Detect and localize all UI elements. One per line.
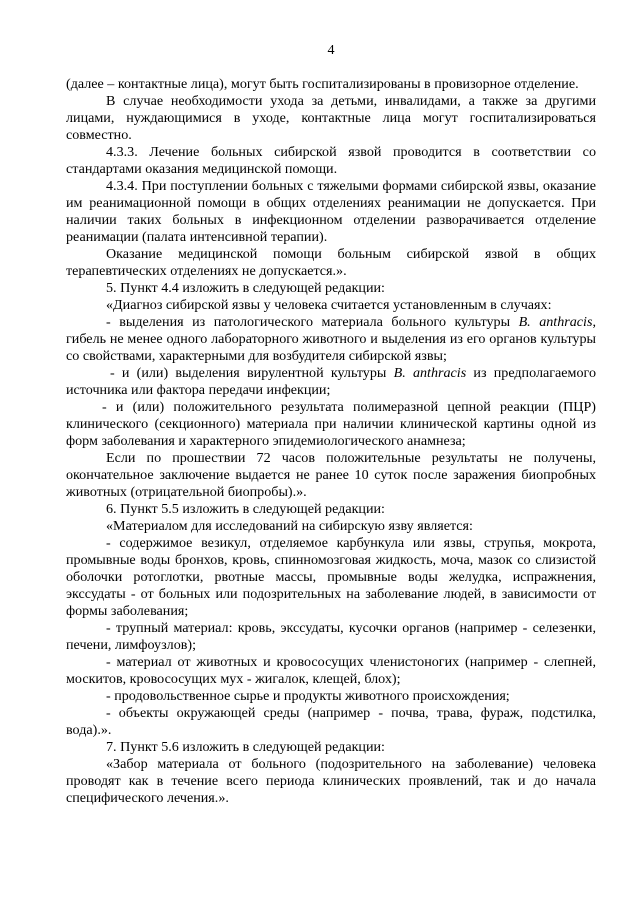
- species-name: B. anthracis: [518, 314, 593, 330]
- list-item: - и (или) положительного результата полимеразной цепной реакции (ПЦР) клинического (секционного) материала при наличии клинической картины одной из форм заболевания и характерного эпидемиологического анамнеза;: [66, 399, 596, 449]
- list-item-text: , гибель не менее одного лабораторного животного и выделения из его органов культуры со свойствами, характерными для возбудителя сибирской язвы;: [66, 314, 596, 364]
- list-item: - продовольственное сырье и продукты животного происхождения;: [106, 688, 510, 704]
- list-item: - материал от животных и кровососущих членистоногих (например - слепней, москитов, кровососущих мух - жигалок, клещей, блох);: [66, 654, 596, 687]
- paragraph: «Диагноз сибирской язвы у человека считается установленным в случаях:: [106, 297, 552, 313]
- paragraph: «Забор материала от больного (подозрительного на заболевание) человека проводят как в течение всего периода клинических проявлений, так и до начала специфического лечения.».: [66, 756, 596, 806]
- paragraph: 5. Пункт 4.4 изложить в следующей редакции:: [106, 280, 385, 296]
- document-page: [66, 42, 596, 807]
- paragraph: Оказание медицинской помощи больным сибирской язвой в общих терапевтических отделениях не допускается.».: [66, 246, 596, 279]
- paragraph: Если по прошествии 72 часов положительные результаты не получены, окончательное заключение выдается не ранее 10 суток после заражения биопробных животных (отрицательной биопробы).».: [66, 450, 596, 500]
- list-item-text: - выделения из патологического материала больного культуры: [106, 314, 519, 330]
- list-item: - содержимое везикул, отделяемое карбункула или язвы, струпья, мокрота, промывные воды бронхов, кровь, спинномозговая жидкость, моча, мазок со слизистой оболочки ротоглотки, рвотные массы, промывные воды желудка, испражнения, экссудаты - от больных или подозрительных на заболевание людей, в зависимости от формы заболевания;: [66, 535, 596, 619]
- list-item: - объекты окружающей среды (например - почва, трава, фураж, подстилка, вода).».: [66, 705, 596, 738]
- species-name: B. anthracis: [393, 365, 467, 381]
- page-number: 4: [327, 42, 335, 58]
- paragraph: «Материалом для исследований на сибирскую язву является:: [106, 518, 473, 534]
- paragraph: 7. Пункт 5.6 изложить в следующей редакции:: [106, 739, 385, 755]
- paragraph: 4.3.3. Лечение больных сибирской язвой проводится в соответствии со стандартами оказания медицинской помощи.: [66, 144, 596, 177]
- list-item-text: - и (или) выделения вирулентной культуры: [110, 365, 394, 381]
- paragraph: (далее – контактные лица), могут быть госпитализированы в провизорное отделение.: [66, 76, 579, 92]
- paragraph: В случае необходимости ухода за детьми, инвалидами, а также за другими лицами, нуждающимися в уходе, контактные лица могут госпитализироваться совместно.: [66, 93, 596, 143]
- paragraph: 4.3.4. При поступлении больных с тяжелыми формами сибирской язвы, оказание им реанимационной помощи в общих отделениях реанимации не допускается. При наличии таких больных в инфекционном отделении разворачивается отделение реанимации (палата интенсивной терапии).: [66, 178, 596, 245]
- list-item: - трупный материал: кровь, экссудаты, кусочки органов (например - селезенки, печени, лимфоузлов);: [66, 620, 596, 653]
- list-item: [66, 314, 596, 365]
- list-item: [66, 365, 596, 399]
- paragraph: 6. Пункт 5.5 изложить в следующей редакции:: [106, 501, 385, 517]
- list-item-text: из предполагаемого источника или фактора передачи инфекции;: [66, 365, 596, 398]
